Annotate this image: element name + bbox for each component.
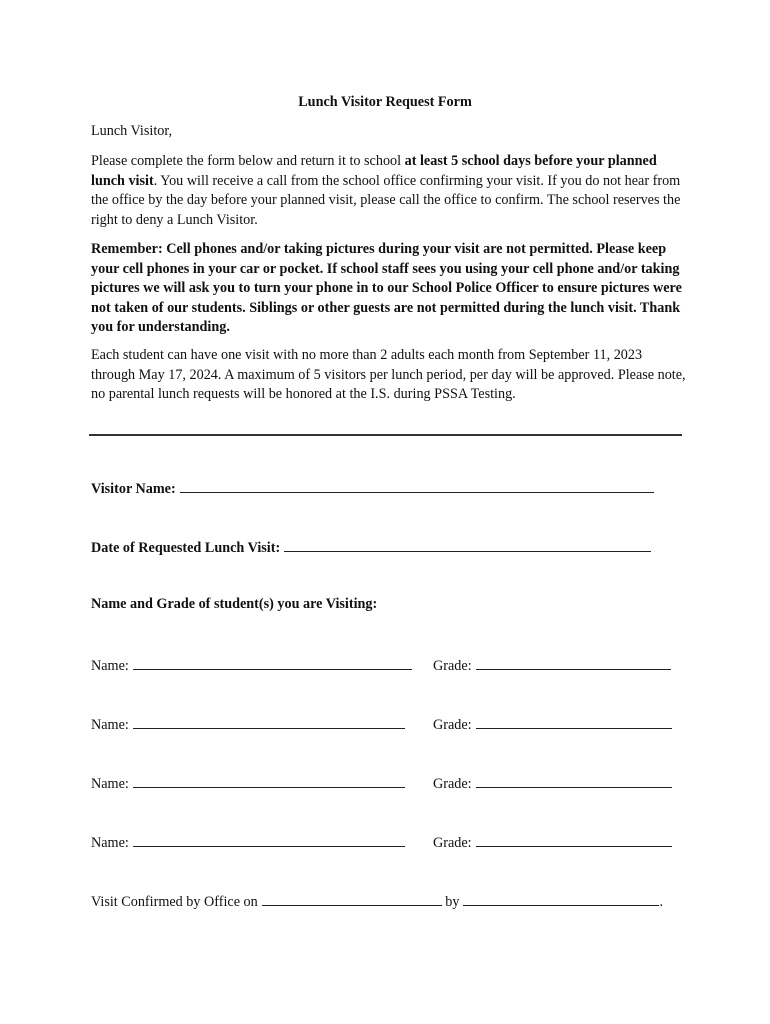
by-label: by [445,894,460,910]
cell-phone-policy: Remember: Cell phones and/or taking pictures during your visit are not permitted. Please keep your cell phones in your car or pocket. If school staff sees you using your cell phone and/or taking pictures we will ask you to turn your phone in to our School Police Officer to ensure pictures were not taken of our students. Siblings or other guests are not permitted during the lunch visit. Thank you for understanding. [91,241,682,335]
visitor-name-label: Visitor Name: [91,481,176,497]
visit-date-row [91,537,651,557]
student-name-label: Name: [91,835,129,851]
student-grade-input-4[interactable] [476,832,672,847]
student-name-input-1[interactable] [133,655,412,670]
confirmed-by-input[interactable] [463,891,659,906]
office-confirmation-row [91,891,663,911]
student-grade-input-3[interactable] [476,773,672,788]
visit-date-label: Date of Requested Lunch Visit: [91,540,281,556]
instructions-text-2: . You will receive a call from the school office confirming your visit. If you do not hear from the office by the day before your planned visit, please call the office to confirm. The school reserves the right to deny a Lunch Visitor. [91,172,681,228]
instructions-text-1: Please complete the form below and return it to school [91,153,405,169]
greeting: Lunch Visitor, [91,123,173,139]
student-name-label: Name: [91,658,129,674]
student-name-row-4 [91,832,405,852]
end-period: . [659,894,664,910]
section-divider [89,434,682,436]
instructions-deadline: at least 5 school days before your planned lunch visit [91,153,657,189]
student-grade-row-3 [433,773,672,793]
student-name-input-2[interactable] [133,714,405,729]
student-grade-input-2[interactable] [476,714,672,729]
student-grade-row-4 [433,832,672,852]
student-name-input-3[interactable] [133,773,405,788]
student-grade-label: Grade: [433,717,472,733]
confirmed-label: Visit Confirmed by Office on [91,894,258,910]
visit-date-input[interactable] [284,537,651,552]
student-grade-row-2 [433,714,672,734]
form-title: Lunch Visitor Request Form [298,94,472,110]
student-grade-row-1 [433,655,671,675]
instructions-paragraph [91,152,687,230]
students-heading: Name and Grade of student(s) you are Visiting: [91,596,378,612]
visitor-name-row [91,478,654,498]
student-grade-input-1[interactable] [476,655,671,670]
student-name-input-4[interactable] [133,832,405,847]
student-name-row-2 [91,714,405,734]
student-name-label: Name: [91,776,129,792]
visit-limits-paragraph: Each student can have one visit with no more than 2 adults each month from September 11, 2023 through May 17, 2024. A maximum of 5 visitors per lunch period, per day will be approved. Please note, no parental lunch requests will be honored at the I.S. during PSSA Testing. [91,347,686,402]
student-grade-label: Grade: [433,658,472,674]
student-grade-label: Grade: [433,835,472,851]
visitor-name-input[interactable] [180,478,654,493]
student-grade-label: Grade: [433,776,472,792]
student-name-row-3 [91,773,405,793]
student-name-row-1 [91,655,412,675]
confirmed-date-input[interactable] [262,891,442,906]
student-name-label: Name: [91,717,129,733]
